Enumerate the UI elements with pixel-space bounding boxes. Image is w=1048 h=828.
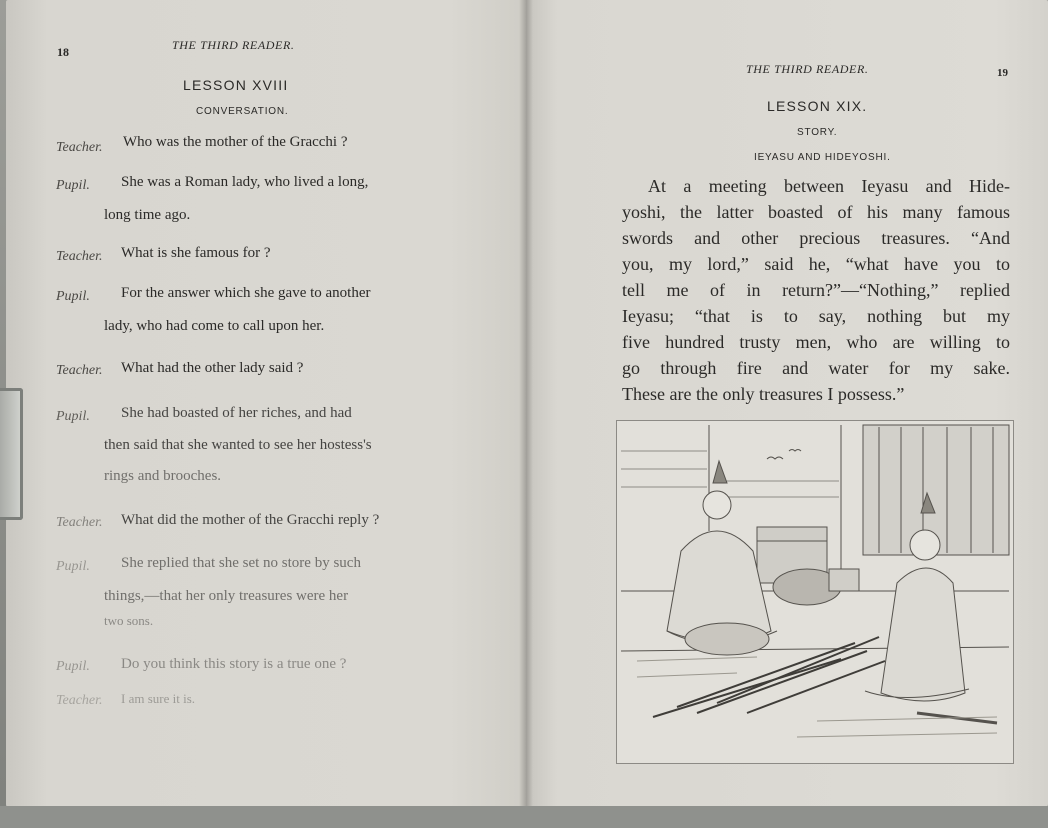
dialogue-line: long time ago. bbox=[104, 207, 191, 223]
dialogue-line: She was a Roman lady, who lived a long, bbox=[121, 174, 369, 190]
dialogue-line: What did the mother of the Gracchi reply ? bbox=[121, 512, 380, 528]
story-line: go through fire and water for my sake. bbox=[622, 358, 1010, 378]
dialogue-line: lady, who had come to call upon her. bbox=[104, 318, 325, 334]
page-number-right: 19 bbox=[997, 67, 1008, 79]
dialogue-line: She had boasted of her riches, and had bbox=[121, 405, 352, 421]
dialogue-line: What had the other lady said ? bbox=[121, 360, 304, 376]
lesson-title-left: LESSON XVIII bbox=[183, 77, 289, 93]
story-line: Ieyasu; “that is to say, nothing but my bbox=[622, 306, 1010, 326]
dialogue-line: rings and brooches. bbox=[104, 468, 222, 484]
speaker-label: Teacher. bbox=[56, 693, 103, 708]
dialogue-line: What is she famous for ? bbox=[121, 245, 271, 261]
dialogue-line: things,—that her only treasures were her bbox=[104, 588, 349, 604]
speaker-label: Pupil. bbox=[56, 289, 90, 304]
table-surface bbox=[0, 806, 1048, 828]
story-line: These are the only treasures I possess.” bbox=[622, 384, 905, 404]
speaker-label: Pupil. bbox=[56, 409, 90, 424]
speaker-label: Teacher. bbox=[56, 363, 103, 378]
story-line: five hundred trusty men, who are willing to bbox=[622, 332, 1010, 352]
dialogue-line: For the answer which she gave to another bbox=[121, 285, 371, 301]
story-line: swords and other precious treasures. “And bbox=[622, 228, 1010, 248]
story-title: IEYASU AND HIDEYOSHI. bbox=[754, 152, 891, 163]
speaker-label: Pupil. bbox=[56, 659, 90, 674]
dialogue-line: She replied that she set no store by such bbox=[121, 555, 361, 571]
dialogue-line: I am sure it is. bbox=[121, 691, 196, 706]
running-head-left: THE THIRD READER. bbox=[172, 38, 295, 52]
speaker-label: Teacher. bbox=[56, 515, 103, 530]
speaker-label: Teacher. bbox=[56, 140, 103, 155]
speaker-label: Pupil. bbox=[56, 178, 90, 193]
story-illustration bbox=[616, 420, 1014, 764]
dialogue-line: then said that she wanted to see her hostess's bbox=[104, 437, 372, 453]
story-line: yoshi, the latter boasted of his many famous bbox=[622, 202, 1010, 222]
book-gutter bbox=[519, 0, 533, 810]
dialogue-line: Do you think this story is a true one ? bbox=[121, 656, 347, 672]
story-line: you, my lord,” said he, “what have you to bbox=[622, 254, 1010, 274]
story-text bbox=[622, 173, 1010, 407]
dialogue-line: two sons. bbox=[104, 613, 154, 628]
lesson-title-right: LESSON XIX. bbox=[767, 98, 868, 114]
story-line: At a meeting between Ieyasu and Hide- bbox=[648, 176, 1010, 196]
subheading-left: CONVERSATION. bbox=[196, 106, 289, 117]
speaker-label: Pupil. bbox=[56, 559, 90, 574]
subheading-right: STORY. bbox=[797, 127, 838, 138]
speaker-label: Teacher. bbox=[56, 249, 103, 264]
dialogue-line: Who was the mother of the Gracchi ? bbox=[123, 134, 348, 150]
running-head-right: THE THIRD READER. bbox=[746, 62, 869, 76]
page-number-left: 18 bbox=[57, 45, 69, 59]
page-clip bbox=[0, 388, 23, 520]
engraving-figure bbox=[617, 421, 1013, 763]
story-line: tell me of in return?”—“Nothing,” replied bbox=[622, 280, 1010, 300]
